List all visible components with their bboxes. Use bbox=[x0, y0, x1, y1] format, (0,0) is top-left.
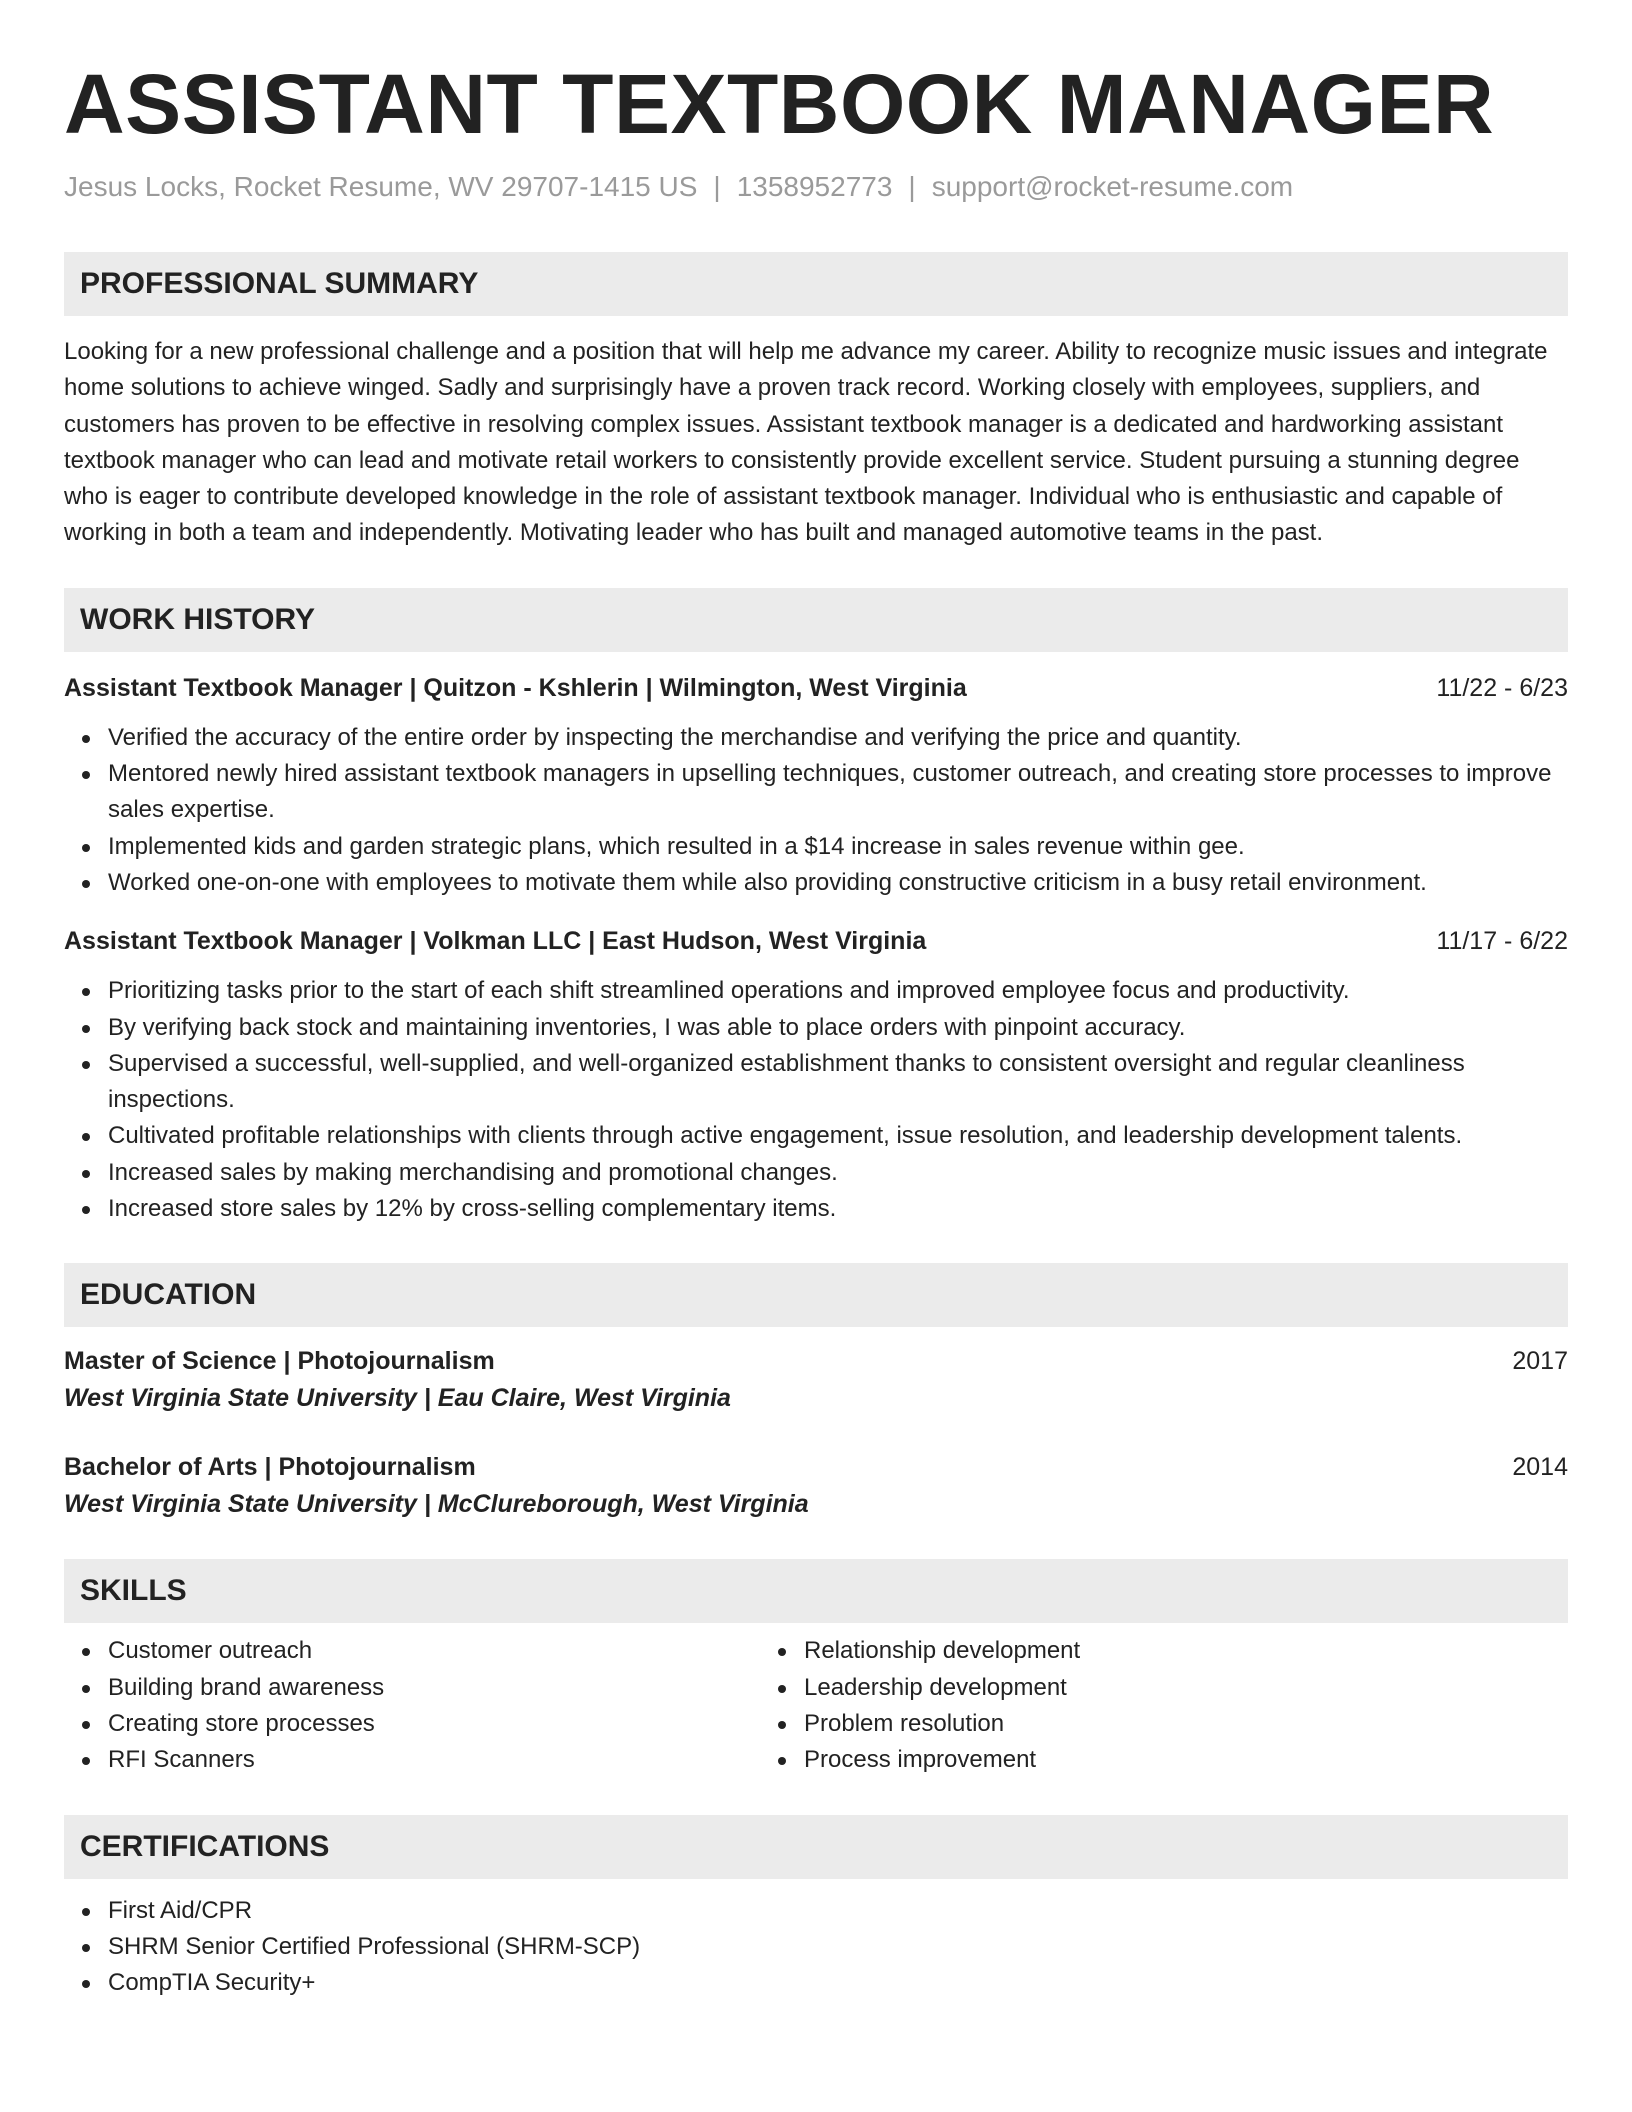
graduation-year: 2017 bbox=[1512, 1347, 1568, 1376]
skills-grid bbox=[64, 1633, 1568, 1778]
list-item: By verifying back stock and maintaining inventories, I was able to place orders with pinpoint accuracy. bbox=[108, 1010, 1568, 1046]
contact-line bbox=[64, 170, 1568, 204]
contact-email: support@rocket-resume.com bbox=[931, 171, 1294, 202]
skill-item: Leadership development bbox=[804, 1670, 1460, 1706]
skill-item: Relationship development bbox=[804, 1633, 1460, 1669]
job-title: Assistant Textbook Manager | Volkman LLC | East Hudson, West Virginia bbox=[64, 927, 927, 956]
skill-item: Problem resolution bbox=[804, 1706, 1460, 1742]
graduation-year: 2014 bbox=[1512, 1453, 1568, 1482]
skill-item: Customer outreach bbox=[108, 1633, 760, 1669]
job-bullets bbox=[64, 973, 1568, 1227]
certifications-list bbox=[64, 1893, 1568, 2002]
school-name: West Virginia State University | McClureborough, West Virginia bbox=[64, 1490, 809, 1519]
education-entry bbox=[64, 1449, 1568, 1523]
education-header bbox=[64, 1343, 1568, 1379]
section-header-summary: PROFESSIONAL SUMMARY bbox=[64, 252, 1568, 316]
contact-separator: | bbox=[908, 171, 916, 202]
job-dates: 11/17 - 6/22 bbox=[1436, 927, 1568, 956]
degree-title: Master of Science | Photojournalism bbox=[64, 1347, 495, 1376]
section-header-certifications: CERTIFICATIONS bbox=[64, 1815, 1568, 1879]
job-title: Assistant Textbook Manager | Quitzon - Kshlerin | Wilmington, West Virginia bbox=[64, 673, 967, 702]
list-item: Prioritizing tasks prior to the start of each shift streamlined operations and improved employee focus and productivity. bbox=[108, 973, 1568, 1009]
section-header-skills: SKILLS bbox=[64, 1559, 1568, 1623]
certification-item: First Aid/CPR bbox=[108, 1893, 1568, 1929]
degree-title: Bachelor of Arts | Photojournalism bbox=[64, 1453, 476, 1482]
skills-column-right bbox=[760, 1633, 1460, 1778]
list-item: Increased sales by making merchandising and promotional changes. bbox=[108, 1155, 1568, 1191]
list-item: Increased store sales by 12% by cross-selling complementary items. bbox=[108, 1191, 1568, 1227]
summary-text: Looking for a new professional challenge and a position that will help me advance my career. Ability to recognize music issues and integrate home solutions to achieve winged. Sadly and surprisingly have a proven track record. Working closely with employees, suppliers, and customers has proven to be effective in resolving complex issues. Assistant textbook manager is a dedicated and hardworking assistant textbook manager who can lead and motivate retail workers to consistently provide excellent service. Student pursuing a stunning degree who is eager to contribute developed knowledge in the role of assistant textbook manager. Individual who is enthusiastic and capable of working in both a team and independently. Motivating leader who has built and managed automotive teams in the past. bbox=[64, 338, 1548, 547]
list-item: Implemented kids and garden strategic plans, which resulted in a $14 increase in sales revenue within gee. bbox=[108, 829, 1568, 865]
skill-item: Process improvement bbox=[804, 1742, 1460, 1778]
skills-column-left bbox=[64, 1633, 760, 1778]
section-header-education: EDUCATION bbox=[64, 1263, 1568, 1327]
list-item: Supervised a successful, well-supplied, and well-organized establishment thanks to consistent oversight and regular cleanliness inspections. bbox=[108, 1046, 1568, 1119]
skill-item: Building brand awareness bbox=[108, 1670, 760, 1706]
job-header bbox=[64, 670, 1568, 706]
school-name: West Virginia State University | Eau Claire, West Virginia bbox=[64, 1384, 731, 1413]
list-item: Cultivated profitable relationships with clients through active engagement, issue resolution, and leadership development talents. bbox=[108, 1118, 1568, 1154]
list-item: Verified the accuracy of the entire order by inspecting the merchandise and verifying the price and quantity. bbox=[108, 720, 1568, 756]
contact-phone: 1358952773 bbox=[736, 171, 893, 202]
certification-item: SHRM Senior Certified Professional (SHRM-SCP) bbox=[108, 1929, 1568, 1965]
candidate-name: ASSISTANT TEXTBOOK MANAGER bbox=[64, 57, 1495, 151]
job-dates: 11/22 - 6/23 bbox=[1436, 673, 1568, 702]
education-header bbox=[64, 1449, 1568, 1485]
list-item: Worked one-on-one with employees to motivate them while also providing constructive criticism in a busy retail environment. bbox=[108, 865, 1568, 901]
section-header-work-history: WORK HISTORY bbox=[64, 588, 1568, 652]
contact-separator: | bbox=[713, 171, 721, 202]
contact-address: Jesus Locks, Rocket Resume, WV 29707-1415 US bbox=[64, 171, 698, 202]
job-header bbox=[64, 923, 1568, 959]
job-entry bbox=[64, 670, 1568, 901]
skill-item: RFI Scanners bbox=[108, 1742, 760, 1778]
job-entry bbox=[64, 923, 1568, 1227]
education-entry bbox=[64, 1343, 1568, 1417]
skill-item: Creating store processes bbox=[108, 1706, 760, 1742]
list-item: Mentored newly hired assistant textbook managers in upselling techniques, customer outreach, and creating store processes to improve sales expertise. bbox=[108, 756, 1568, 829]
job-bullets bbox=[64, 720, 1568, 901]
certification-item: CompTIA Security+ bbox=[108, 1965, 1568, 2001]
